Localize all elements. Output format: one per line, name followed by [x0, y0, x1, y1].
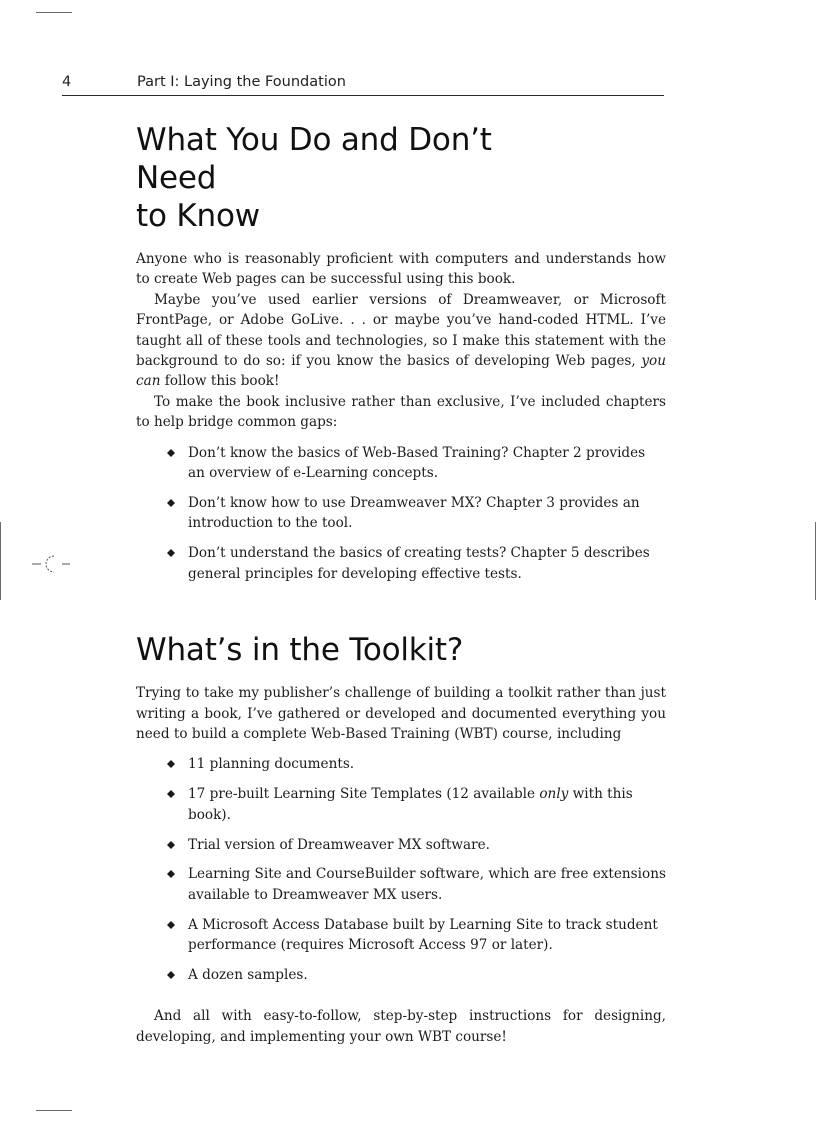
list-item: [167, 493, 666, 534]
list-item-text: 11 planning documents.: [188, 756, 355, 773]
crop-mark-top: [36, 12, 72, 13]
list-item: [167, 754, 666, 774]
paragraph-closing: And all with easy-to-follow, step-by-step instructions for designing, developing, and implementing your own WBT course!: [136, 1008, 666, 1045]
list-item: [167, 543, 666, 584]
crop-mark-bottom: [36, 1110, 72, 1111]
list-item-text-end: with this book).: [188, 786, 633, 823]
section-heading-toolkit: What’s in the Toolkit?: [136, 632, 464, 669]
paragraph-intro: Anyone who is reasonably proficient with computers and understands how to create Web pages can be successful using this book.: [136, 251, 666, 288]
diamond-bullet-icon: [167, 790, 175, 798]
list-item-text: Don’t know the basics of Web-Based Training? Chapter 2 provides an overview of e-Learning concepts.: [188, 444, 646, 482]
diamond-bullet-icon: [167, 971, 175, 979]
part-title: Part I: Laying the Foundation: [137, 74, 346, 90]
list-item: [167, 965, 666, 985]
list-item-text: A Microsoft Access Database built by Learning Site to track student performance (requires Microsoft Access 97 or later).: [188, 916, 658, 954]
paragraph-inclusive: To make the book inclusive rather than exclusive, I’ve included chapters to help bridge common gaps:: [136, 393, 666, 431]
toolkit-list: [167, 754, 666, 985]
list-item-text: A dozen samples.: [188, 967, 308, 984]
page-number: 4: [62, 74, 72, 90]
list-item-text: 17 pre-built Learning Site Templates (12 available: [188, 786, 540, 803]
emphasis-only: only: [539, 786, 569, 803]
list-item-text: Don’t know how to use Dreamweaver MX? Chapter 3 provides an introduction to the tool.: [188, 494, 640, 532]
heading-line-2: to Know: [136, 198, 260, 234]
list-item: [167, 835, 666, 855]
diamond-bullet-icon: [167, 449, 175, 457]
paragraph-tools: [136, 290, 666, 392]
list-item-text: Don’t understand the basics of creating tests? Chapter 5 describes general principles for developing effective tests.: [188, 545, 650, 582]
diamond-bullet-icon: [167, 499, 175, 507]
page-content: [136, 121, 666, 1047]
list-item: [167, 915, 666, 956]
crop-mark-left-edge: [0, 522, 1, 600]
registration-mark-icon: [32, 552, 72, 576]
diamond-bullet-icon: [167, 549, 175, 557]
list-item-text: Trial version of Dreamweaver MX software.: [188, 836, 490, 853]
paragraph-toolkit-intro: Trying to take my publisher’s challenge of building a toolkit rather than just writing a book, I’ve gathered or developed and documented everything you need to build a complete Web-Based Training (WBT) course, including: [136, 685, 666, 742]
diamond-bullet-icon: [167, 760, 175, 768]
list-item: [167, 864, 666, 905]
diamond-bullet-icon: [167, 921, 175, 929]
list-item: [167, 784, 666, 825]
emphasis-you-can: you can: [136, 353, 666, 390]
heading-line-1: What You Do and Don’t Need: [136, 122, 492, 196]
list-item-text: Learning Site and CourseBuilder software, which are free extensions available to Dreamweaver MX users.: [188, 866, 666, 903]
gaps-list: [167, 443, 666, 584]
diamond-bullet-icon: [167, 870, 175, 878]
diamond-bullet-icon: [167, 841, 175, 849]
paragraph-tools-end: follow this book!: [160, 373, 280, 390]
section-heading-what-you-need-to-know: [136, 121, 576, 235]
paragraph-tools-text: Maybe you’ve used earlier versions of Dreamweaver, or Microsoft FrontPage, or Adobe GoLive. . . or maybe you’ve hand-coded HTML. I’ve taught all of these tools and technologies, so I make this statement with the background to do so: if you know the basics of developing Web pages,: [136, 291, 666, 370]
running-header: [62, 73, 664, 96]
list-item: [167, 443, 666, 484]
